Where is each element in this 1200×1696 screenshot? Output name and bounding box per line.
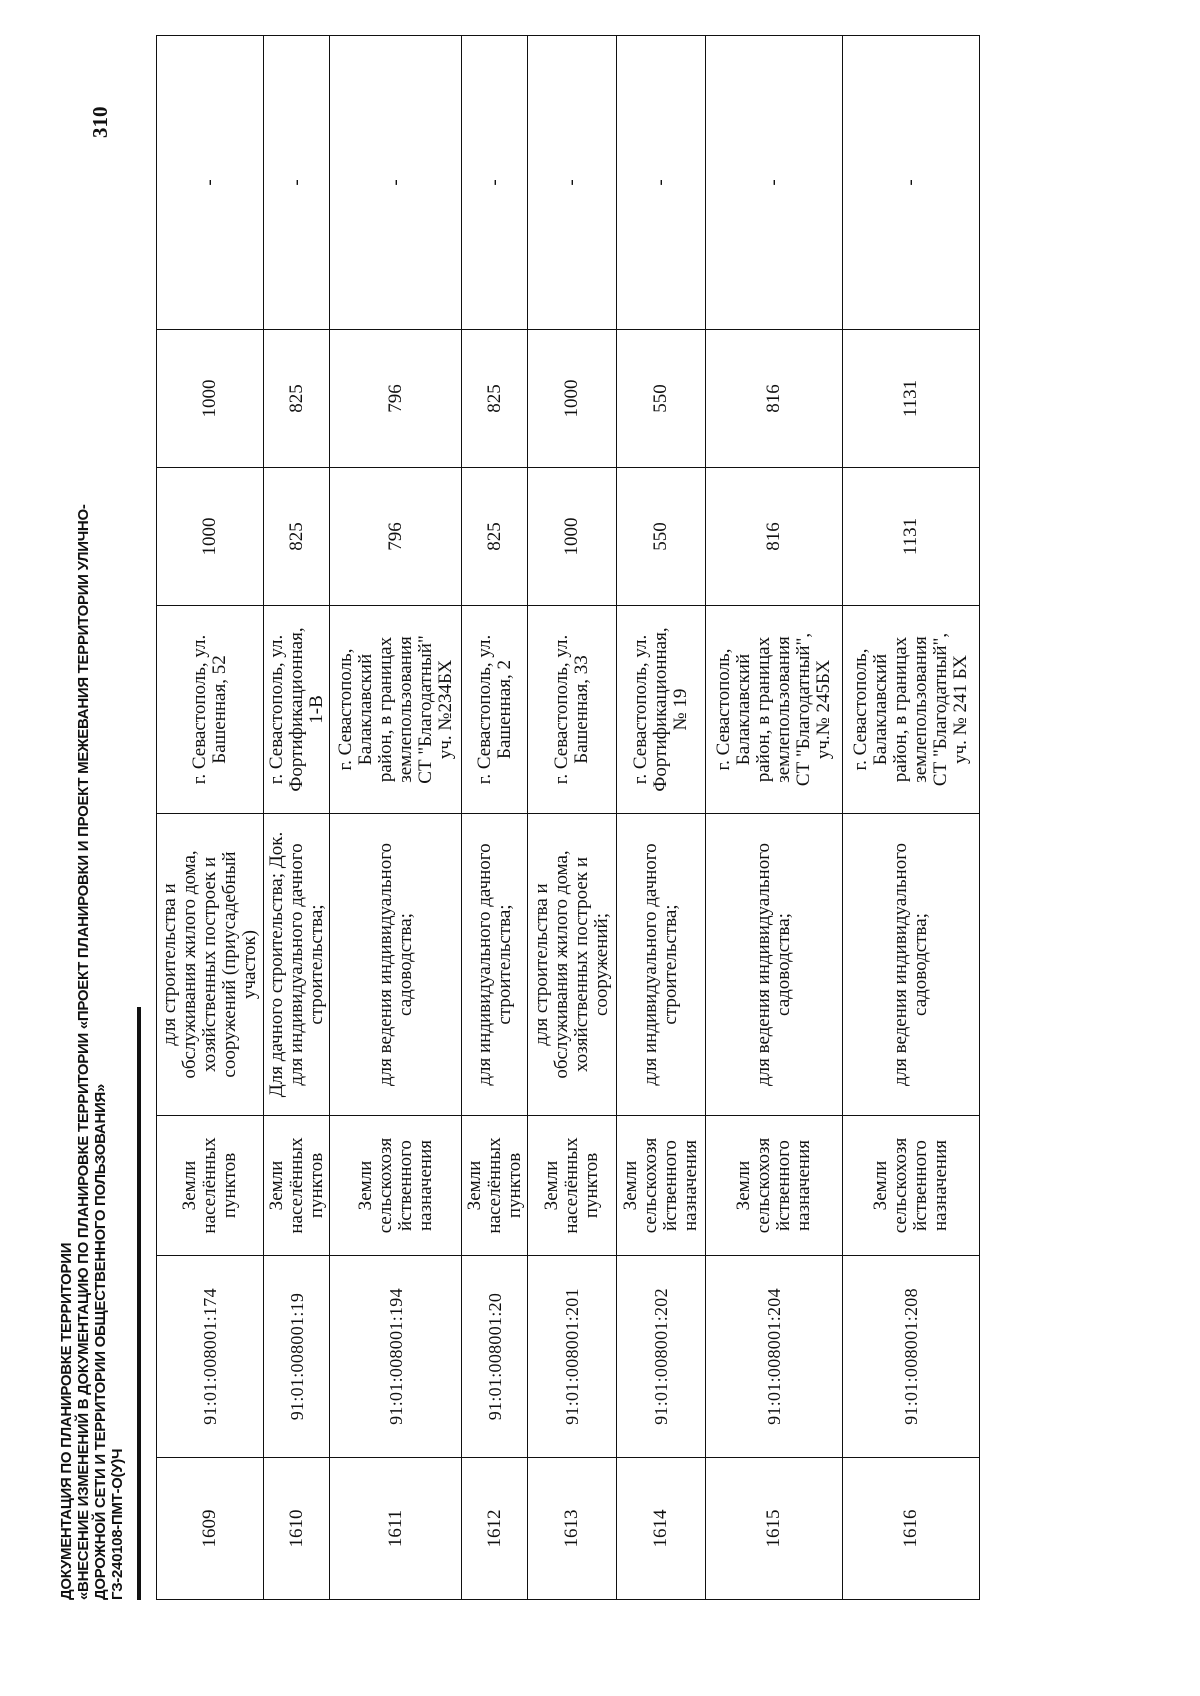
address-line: СТ "Благодатный", — [930, 632, 951, 787]
address-line: район, в границах — [753, 636, 774, 783]
cadastral-number-cell: 91:01:008001:201 — [528, 1256, 617, 1458]
land-category-line: назначения — [680, 1140, 701, 1232]
permitted-use-line: хозяйственных построек и — [199, 857, 220, 1072]
permitted-use-line: для ведения индивидуального — [890, 842, 911, 1087]
address-line: г. Севастополь, ул. — [551, 634, 572, 785]
land-plots-table — [156, 35, 980, 1600]
area-cell: 796 — [330, 468, 462, 606]
area-cell: 1000 — [157, 468, 264, 606]
address-line: уч.№ 245БХ — [813, 659, 834, 760]
land-category-line: сельскохозя — [753, 1137, 774, 1234]
area-cell: 825 — [264, 330, 330, 468]
note-cell: - — [528, 36, 617, 330]
land-category-line: пунктов — [581, 1152, 602, 1219]
area-cell: 1000 — [528, 330, 617, 468]
cadastral-number-cell: 91:01:008001:20 — [462, 1256, 528, 1458]
address-line: район, в границах — [890, 636, 911, 783]
cadastral-number-cell: 91:01:008001:174 — [157, 1256, 264, 1458]
land-category-line: Земли — [179, 1160, 200, 1211]
permitted-use-line: сооружений (приусадебный — [219, 851, 240, 1078]
area-cell: 816 — [706, 468, 843, 606]
address-cell — [264, 606, 330, 814]
area-cell: 825 — [462, 330, 528, 468]
land-category-line: пунктов — [503, 1152, 525, 1219]
area-cell: 1131 — [843, 468, 980, 606]
area-cell: 550 — [617, 468, 706, 606]
address-cell — [462, 606, 528, 814]
area-cell: 1000 — [528, 468, 617, 606]
land-category-cell — [462, 1116, 528, 1256]
land-category-cell — [617, 1116, 706, 1256]
row-number-cell: 1613 — [528, 1458, 617, 1600]
land-category-line: Земли — [870, 1160, 891, 1211]
permitted-use-cell — [528, 814, 617, 1116]
address-cell — [706, 606, 843, 814]
address-line: Фортификационная, — [285, 627, 307, 792]
header-line-1: ДОКУМЕНТАЦИЯ ПО ПЛАНИРОВКЕ ТЕРРИТОРИИ — [58, 1242, 75, 1600]
cadastral-number-cell: 91:01:008001:204 — [706, 1256, 843, 1458]
permitted-use-line: для индивидуального дачного — [285, 843, 307, 1086]
permitted-use-line: обслуживания жилого дома, — [551, 850, 572, 1079]
address-line: Башенная, 52 — [209, 655, 230, 764]
permitted-use-line: строительства; — [493, 904, 515, 1025]
note-cell: - — [330, 36, 462, 330]
permitted-use-line: обслуживания жилого дома, — [179, 850, 200, 1079]
row-number-cell: 1611 — [330, 1458, 462, 1600]
address-cell — [330, 606, 462, 814]
header-divider — [137, 1007, 141, 1600]
land-category-line: назначения — [414, 1140, 436, 1232]
address-cell — [528, 606, 617, 814]
address-line: г. Севастополь, — [850, 648, 871, 771]
note-cell: - — [617, 36, 706, 330]
cadastral-number-cell: 91:01:008001:194 — [330, 1256, 462, 1458]
cadastral-number-cell: 91:01:008001:19 — [264, 1256, 330, 1458]
address-line: Балаклавский — [733, 653, 754, 766]
row-number-cell: 1615 — [706, 1458, 843, 1600]
address-line: Балаклавский — [870, 653, 891, 766]
address-line: г. Севастополь, — [334, 648, 356, 771]
address-line: г. Севастополь, ул. — [630, 634, 651, 785]
land-category-cell — [528, 1116, 617, 1256]
address-line: землепользования — [773, 636, 794, 783]
land-category-line: йственного — [394, 1140, 416, 1231]
land-category-line: йственного — [773, 1140, 794, 1231]
area-cell: 550 — [617, 330, 706, 468]
area-cell: 796 — [330, 330, 462, 468]
permitted-use-line: садоводства; — [910, 913, 931, 1016]
table-row — [843, 36, 980, 1600]
land-category-line: населённых — [483, 1137, 505, 1234]
note-cell: - — [843, 36, 980, 330]
table-row — [330, 36, 462, 1600]
land-category-line: Земли — [541, 1160, 562, 1211]
table-row — [462, 36, 528, 1600]
address-line: Фортификационная, — [650, 627, 671, 792]
permitted-use-line: Для дачного строительства; Док. — [265, 831, 287, 1098]
row-number-cell: 1610 — [264, 1458, 330, 1600]
permitted-use-line: садоводства; — [394, 913, 416, 1016]
address-line: СТ "Благодатный", — [793, 632, 814, 787]
address-line: землепользования — [910, 636, 931, 783]
area-cell: 825 — [264, 468, 330, 606]
permitted-use-cell — [843, 814, 980, 1116]
land-category-line: пунктов — [219, 1152, 240, 1219]
address-line: г. Севастополь, ул. — [189, 634, 210, 785]
permitted-use-cell — [264, 814, 330, 1116]
permitted-use-cell — [706, 814, 843, 1116]
table-row — [157, 36, 264, 1600]
land-category-line: сельскохозя — [640, 1137, 661, 1234]
permitted-use-line: для индивидуального дачного — [640, 843, 661, 1086]
permitted-use-line: сооружений; — [591, 912, 612, 1017]
note-cell: - — [157, 36, 264, 330]
land-category-line: населённых — [199, 1137, 220, 1234]
table-row — [617, 36, 706, 1600]
land-category-line: пунктов — [305, 1152, 327, 1219]
page-number: 310 — [88, 106, 112, 138]
row-number-cell: 1609 — [157, 1458, 264, 1600]
permitted-use-line: для строительства и — [159, 883, 180, 1046]
address-cell — [843, 606, 980, 814]
address-cell — [157, 606, 264, 814]
land-category-cell — [330, 1116, 462, 1256]
cadastral-number-cell: 91:01:008001:202 — [617, 1256, 706, 1458]
cadastral-number-cell: 91:01:008001:208 — [843, 1256, 980, 1458]
land-category-cell — [264, 1116, 330, 1256]
note-cell: - — [462, 36, 528, 330]
header-line-2: «ВНЕСЕНИЕ ИЗМЕНЕНИЙ В ДОКУМЕНТАЦИЮ ПО ПЛАНИРОВКЕ ТЕРРИТОРИИ «ПРОЕКТ ПЛАНИРОВКИ И ПРОЕКТ МЕЖЕВАНИЯ ТЕРРИТОРИИ УЛИЧНО- — [75, 504, 92, 1600]
permitted-use-line: участок) — [239, 929, 260, 1000]
permitted-use-cell — [330, 814, 462, 1116]
note-cell: - — [706, 36, 843, 330]
permitted-use-line: хозяйственных построек и — [571, 857, 592, 1072]
address-line: 1-В — [305, 695, 327, 724]
row-number-cell: 1614 — [617, 1458, 706, 1600]
land-category-line: населённых — [561, 1137, 582, 1234]
address-line: уч. № 241 БХ — [950, 655, 971, 764]
permitted-use-line: для ведения индивидуального — [753, 842, 774, 1087]
table-row — [264, 36, 330, 1600]
permitted-use-line: садоводства; — [773, 913, 794, 1016]
permitted-use-line: строительства; — [305, 904, 327, 1025]
address-line: № 19 — [670, 688, 691, 731]
permitted-use-line: для ведения индивидуального — [374, 842, 396, 1087]
address-line: г. Севастополь, — [713, 648, 734, 771]
land-category-line: Земли — [733, 1160, 754, 1211]
permitted-use-line: для индивидуального дачного — [473, 843, 495, 1086]
address-line: землепользования — [394, 636, 416, 783]
land-category-line: Земли — [354, 1160, 376, 1211]
permitted-use-line: для строительства и — [531, 883, 552, 1046]
land-category-line: сельскохозя — [374, 1137, 396, 1234]
row-number-cell: 1612 — [462, 1458, 528, 1600]
area-cell: 816 — [706, 330, 843, 468]
land-category-line: Земли — [463, 1160, 485, 1211]
address-line: г. Севастополь, ул. — [473, 634, 495, 785]
land-category-cell — [843, 1116, 980, 1256]
land-category-line: йственного — [910, 1140, 931, 1231]
land-category-line: назначения — [793, 1140, 814, 1232]
land-category-line: йственного — [660, 1140, 681, 1231]
table-row — [706, 36, 843, 1600]
document-header — [58, 100, 126, 1600]
land-category-line: Земли — [265, 1160, 287, 1211]
land-category-line: назначения — [930, 1140, 951, 1232]
land-category-cell — [157, 1116, 264, 1256]
address-line: г. Севастополь, ул. — [265, 634, 287, 785]
address-line: Башенная, 33 — [571, 655, 592, 764]
land-category-line: Земли — [620, 1160, 641, 1211]
header-line-4: ГЗ-240108-ПМТ-О(У)Ч — [109, 1448, 126, 1600]
permitted-use-line: строительства; — [660, 904, 681, 1025]
address-line: Балаклавский — [354, 653, 376, 766]
row-number-cell: 1616 — [843, 1458, 980, 1600]
permitted-use-cell — [462, 814, 528, 1116]
address-line: уч. №234БХ — [434, 659, 456, 760]
address-line: Башенная, 2 — [493, 660, 515, 759]
address-line: район, в границах — [374, 636, 396, 783]
land-category-line: сельскохозя — [890, 1137, 911, 1234]
header-line-3: ДОРОЖНОЙ СЕТИ И ТЕРРИТОРИИ ОБЩЕСТВЕННОГО ПОЛЬЗОВАНИЯ» — [92, 1084, 109, 1600]
land-category-line: населённых — [285, 1137, 307, 1234]
address-cell — [617, 606, 706, 814]
land-category-cell — [706, 1116, 843, 1256]
permitted-use-cell — [617, 814, 706, 1116]
table-row — [528, 36, 617, 1600]
permitted-use-cell — [157, 814, 264, 1116]
address-line: СТ "Благодатный" — [414, 635, 436, 784]
note-cell: - — [264, 36, 330, 330]
area-cell: 825 — [462, 468, 528, 606]
area-cell: 1131 — [843, 330, 980, 468]
area-cell: 1000 — [157, 330, 264, 468]
